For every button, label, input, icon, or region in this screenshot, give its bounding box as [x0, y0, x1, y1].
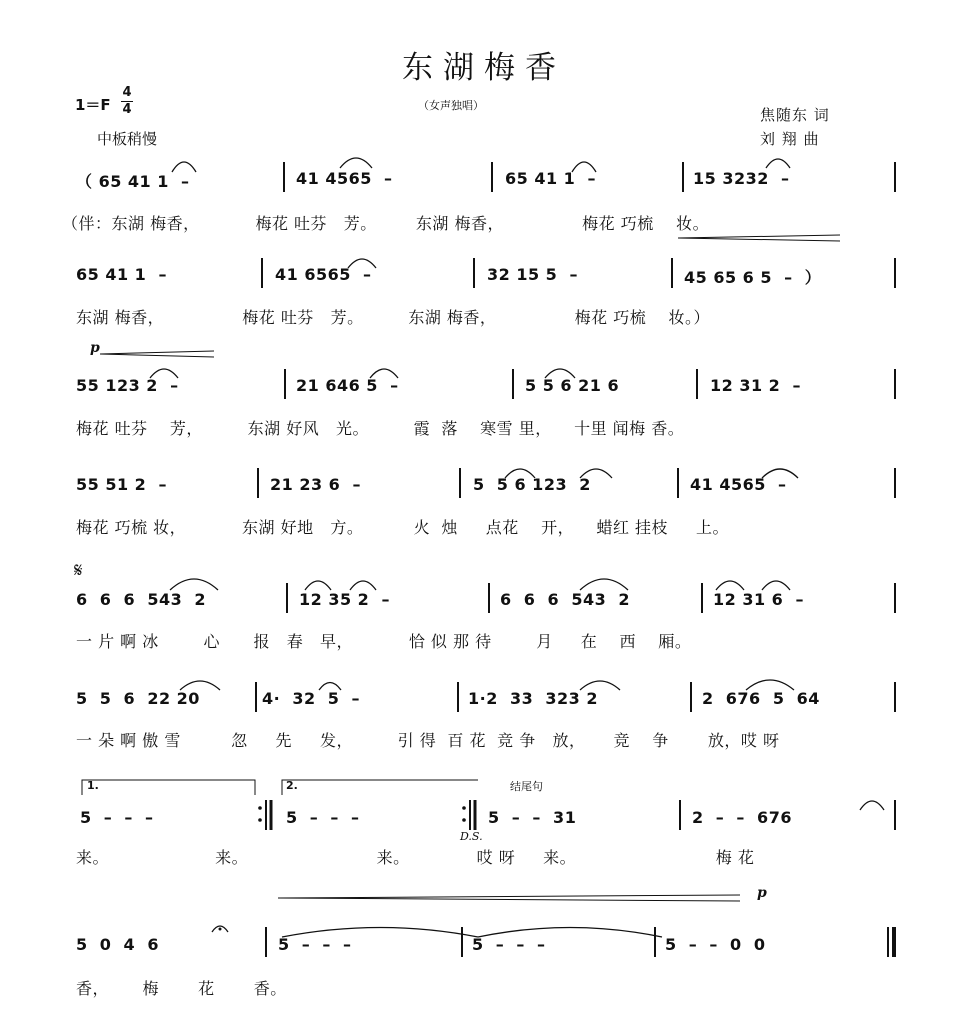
row7-lyric: 来。 来。 来。 哎 呀 来。 梅 花 — [76, 848, 755, 867]
row2-measure2: 41 6565 – — [275, 265, 372, 284]
dynamic-p-row8: p — [757, 885, 767, 901]
segno-sign: 𝄋 — [74, 558, 83, 582]
key-signature: 1＝F — [75, 96, 111, 114]
row6-measure1: 5 5 6 22 20 — [76, 689, 200, 708]
row1-measure1: （ 65 41 1 – — [76, 172, 190, 191]
row7-measure3: 5 – – 31 — [488, 808, 577, 827]
row8-measure2: 5 – – – — [278, 935, 352, 954]
row3-measure4: 12 31 2 – — [710, 376, 801, 395]
dynamic-p-row3: p — [90, 340, 100, 356]
tempo-marking: 中板稍慢 — [97, 130, 158, 148]
time-top: 4 — [122, 85, 132, 100]
row4-lyric: 梅花 巧梳 妆， 东湖 好地 方。 火 烛 点花 开， 蜡红 挂枝 上。 — [76, 518, 729, 537]
row1-measure4: 15 3232 – — [693, 169, 790, 188]
lyricist-credit: 焦随东 词 — [760, 106, 830, 124]
row8-lyric: 香， 梅 花 香。 — [76, 979, 287, 998]
row3-measure3: 5 5 6 21 6 — [525, 376, 620, 395]
ds-marking: D.S. — [460, 830, 483, 843]
row5-measure1: 6 6 6 543 2 — [76, 590, 206, 609]
row7-measure4: 2 – – 676 — [692, 808, 792, 827]
row8-measure1: 5 0 4 6 — [76, 935, 159, 954]
row5-measure2: 12 35 2 – — [299, 590, 390, 609]
subtitle: （女声独唱） — [418, 99, 484, 112]
row2-measure1: 65 41 1 – — [76, 265, 167, 284]
ending-label: 结尾句 — [510, 780, 543, 793]
row5-lyric: 一 片 啊 冰 心 报 春 早， 恰 似 那 待 月 在 西 厢。 — [76, 632, 692, 651]
time-bottom: 4 — [122, 102, 132, 117]
volta-2-label: 2. — [286, 779, 298, 792]
row3-measure1: 55 123 2 – — [76, 376, 179, 395]
row2-lyric: 东湖 梅香， 梅花 吐芬 芳。 东湖 梅香， 梅花 巧梳 妆。） — [76, 308, 711, 327]
row6-measure2: 4· 32 5 – — [262, 689, 361, 708]
row1-lyric: （伴：东湖 梅香， 梅花 吐芬 芳。 东湖 梅香， 梅花 巧梳 妆。 — [62, 214, 710, 233]
row1-measure3: 65 41 1 – — [505, 169, 596, 188]
row4-measure2: 21 23 6 – — [270, 475, 361, 494]
row4-measure3: 5 5 6 123 2 — [473, 475, 591, 494]
row2-measure4: 45 65 6 5 – ） — [684, 268, 822, 287]
row5-measure4: 12 31 6 – — [713, 590, 804, 609]
row4-measure4: 41 4565 – — [690, 475, 787, 494]
row6-lyric: 一 朵 啊 傲 雪 忽 先 发， 引 得 百 花 竞 争 放， 竞 争 放，哎 呀 — [76, 731, 780, 750]
row5-measure3: 6 6 6 543 2 — [500, 590, 630, 609]
row8-measure4: 5 – – 0 0 — [665, 935, 766, 954]
row6-measure3: 1·2 33 323 2 — [468, 689, 598, 708]
row8-measure3: 5 – – – — [472, 935, 546, 954]
row7-measure1: 5 – – – — [80, 808, 154, 827]
composer-credit: 刘 翔 曲 — [760, 130, 820, 148]
row6-measure4: 2 676 5 64 — [702, 689, 820, 708]
row3-measure2: 21 646 5 – — [296, 376, 399, 395]
page-title: 东湖梅香 — [402, 50, 566, 86]
row7-measure2: 5 – – – — [286, 808, 360, 827]
row3-lyric: 梅花 吐芬 芳， 东湖 好风 光。 霞 落 寒雪 里， 十里 闻梅 香。 — [76, 419, 685, 438]
row1-measure2: 41 4565 – — [296, 169, 393, 188]
time-signature — [120, 86, 134, 117]
row2-measure3: 32 15 5 – — [487, 265, 578, 284]
row4-measure1: 55 51 2 – — [76, 475, 167, 494]
volta-1-label: 1. — [87, 779, 99, 792]
